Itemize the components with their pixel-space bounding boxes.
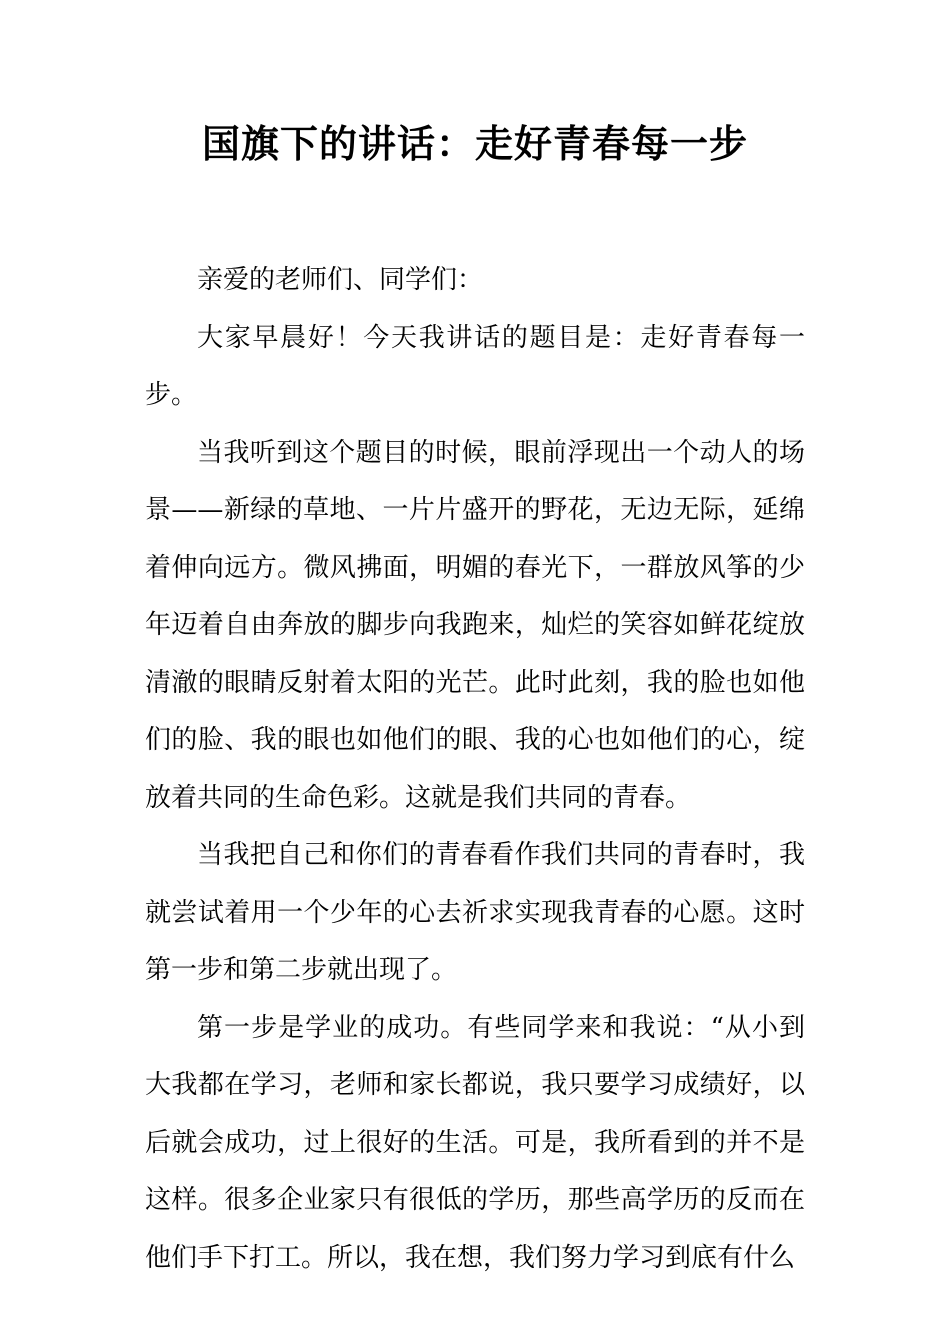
paragraph-greeting: 大家早晨好！今天我讲话的题目是：走好青春每一步。 — [145, 322, 805, 410]
paragraph-scene: 当我听到这个题目的时候，眼前浮现出一个动人的场景——新绿的草地、一片片盛开的野花，无边无际，延绵着伸向远方。微风拂面，明媚的春光下，一群放风筝的少年迈着自由奔放的脚步向我跑来，灿烂的笑容如鲜花绽放清澈的眼睛反射着太阳的光芒。此时此刻，我的脸也如他们的脸、我的眼也如他们的眼、我的心也如他们的心，绽放着共同的生命色彩。这就是我们共同的青春。 — [145, 437, 805, 813]
document-body — [145, 252, 805, 1287]
paragraph-shared-youth: 当我把自己和你们的青春看作我们共同的青春时，我就尝试着用一个少年的心去祈求实现我青春的心愿。这时第一步和第二步就出现了。 — [145, 840, 805, 985]
paragraph-first-step: 第一步是学业的成功。有些同学来和我说：“从小到大我都在学习，老师和家长都说，我只要学习成绩好，以后就会成功，过上很好的生活。可是，我所看到的并不是这样。很多企业家只有很低的学历，那些高学历的反而在他们手下打工。所以，我在想，我们努力学习到底有什么 — [145, 1012, 805, 1273]
document-title: 国旗下的讲话：走好青春每一步 — [201, 121, 748, 166]
paragraph-salutation: 亲爱的老师们、同学们： — [197, 265, 484, 295]
